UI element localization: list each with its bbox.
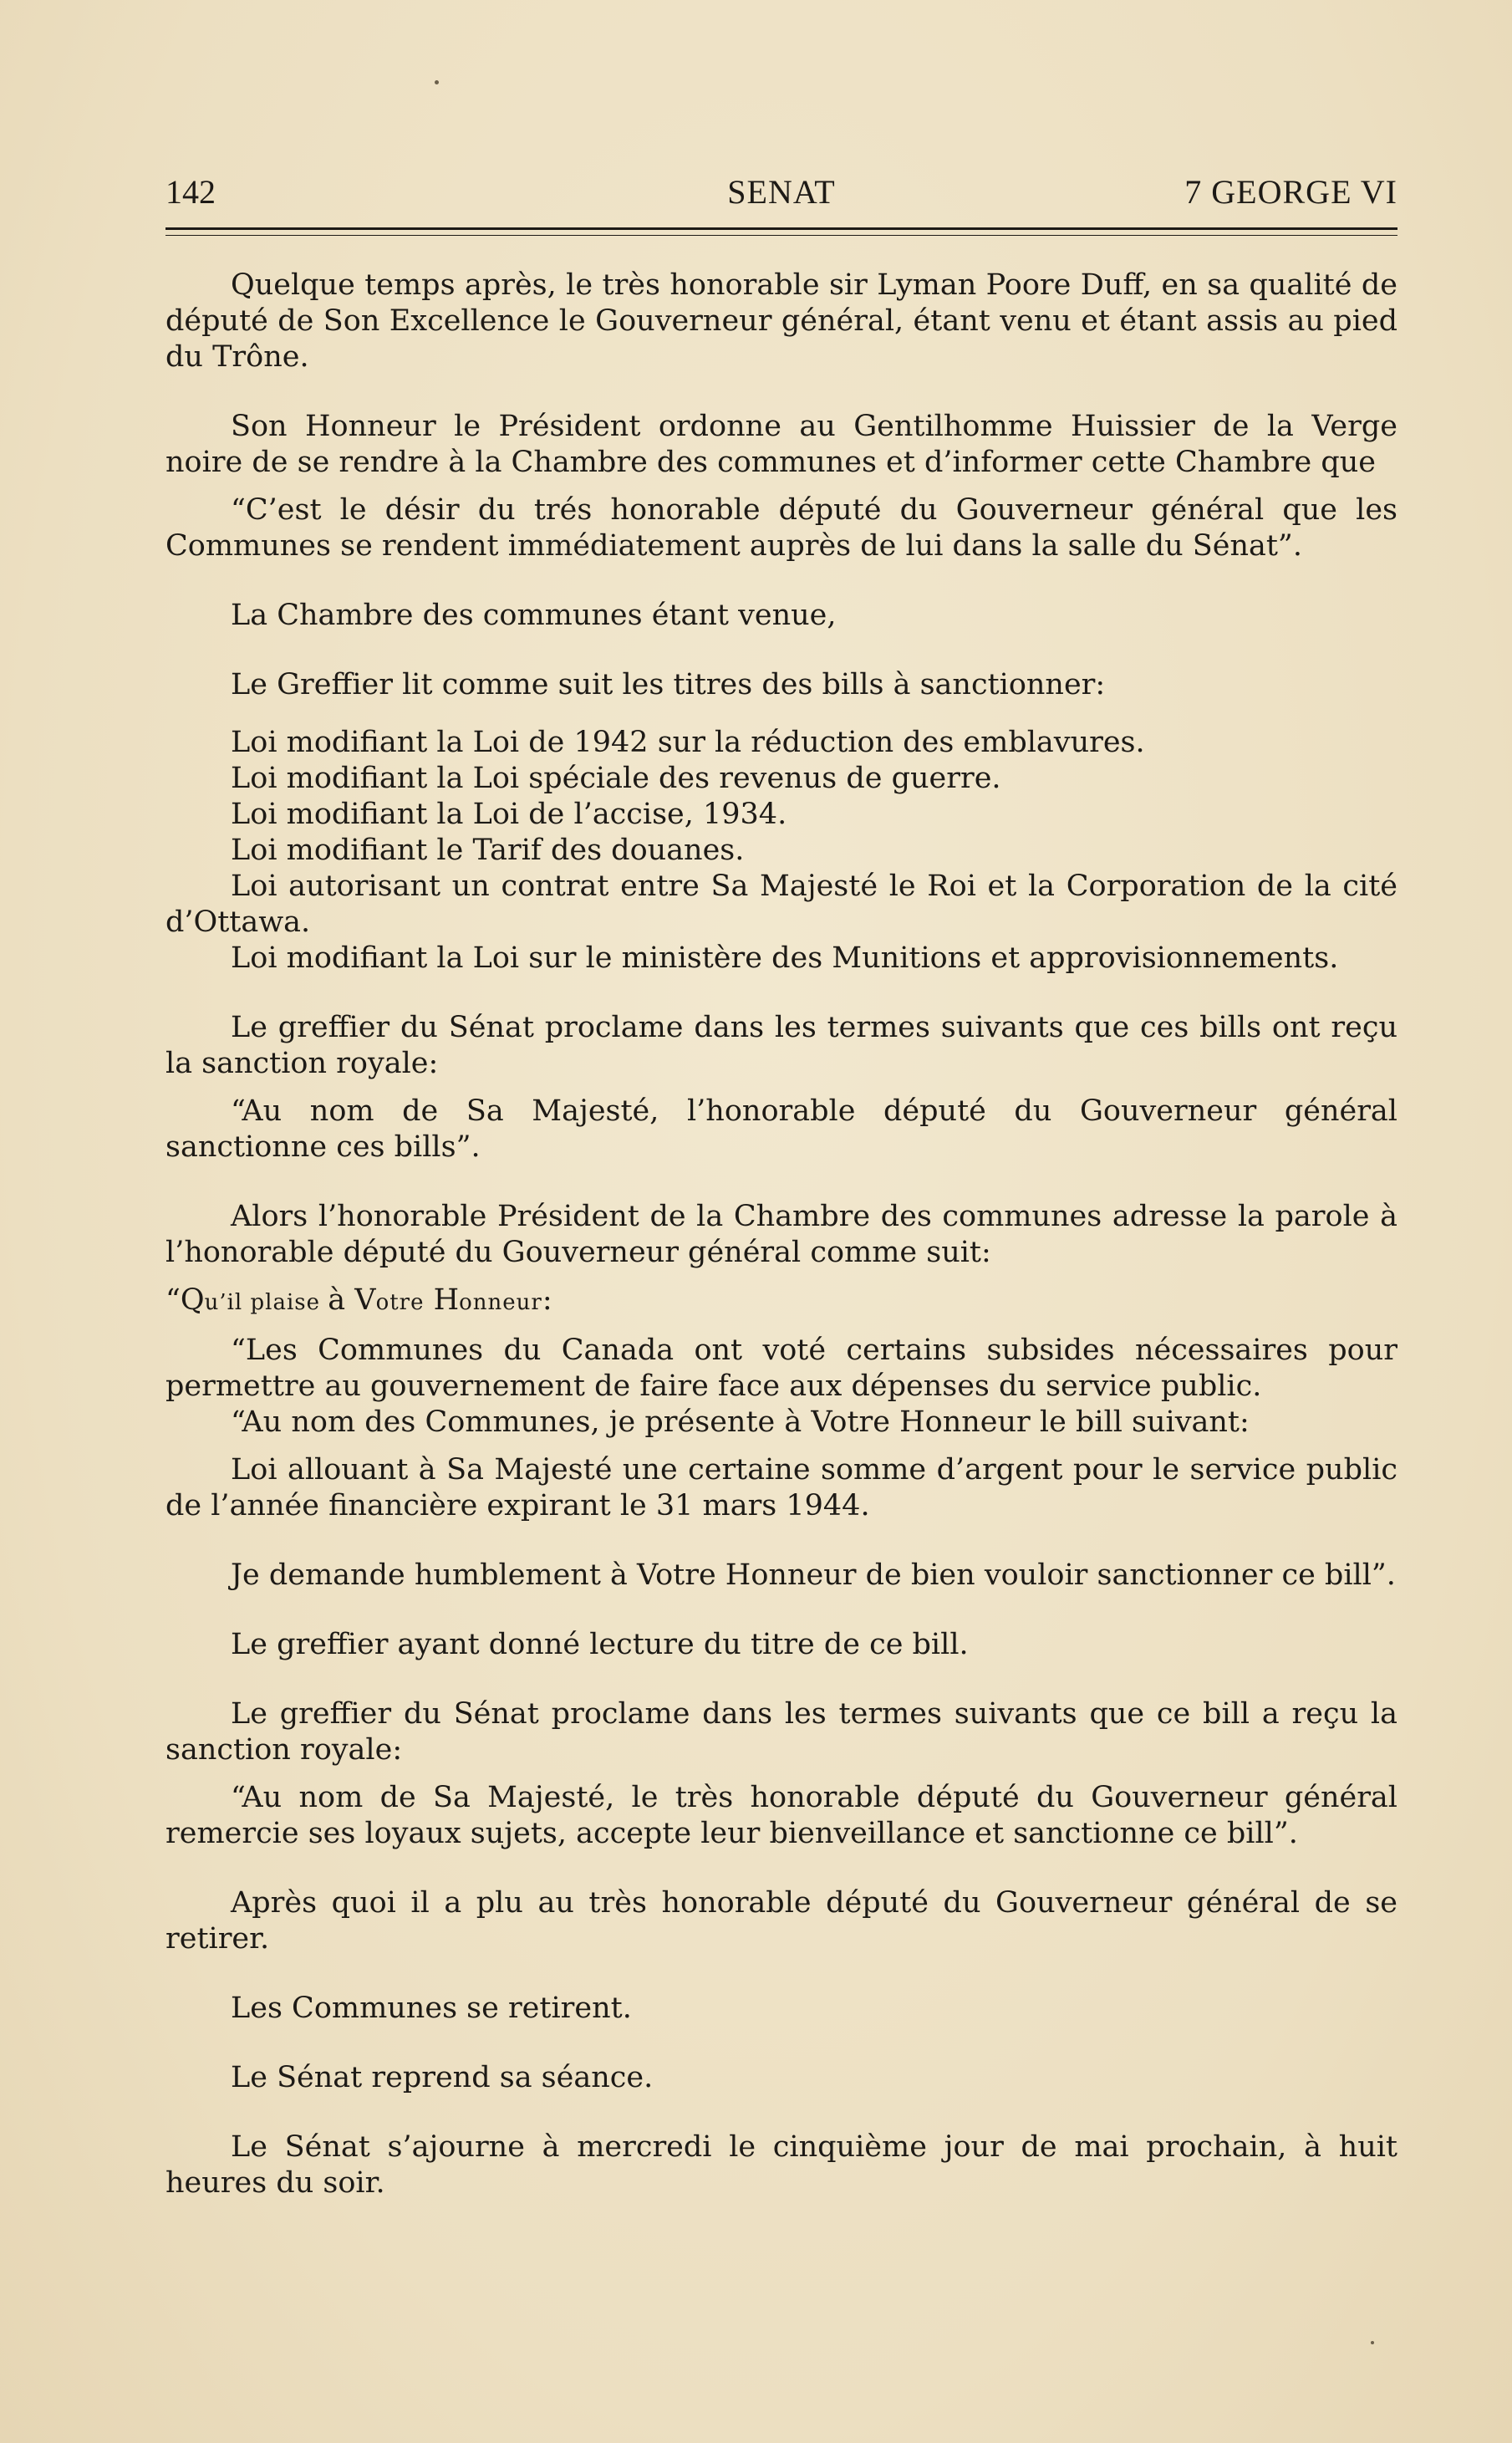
quotation: “Au nom de Sa Majesté, le très honorable député du Gouverneur général remercie ses loyaux sujets, accepte leur bienveillance et sanctionne ce bill”.	[165, 1781, 1397, 1850]
header-rule-thin	[165, 235, 1397, 236]
paragraph: Le greffier du Sénat proclame dans les termes suivants que ce bill a reçu la sanction royale:	[165, 1697, 1397, 1767]
header-rule-thick	[165, 227, 1397, 230]
page-number: 142	[165, 173, 216, 211]
paragraph: Je demande humblement à Votre Honneur de bien vouloir sanctionner ce bill”.	[231, 1558, 1396, 1592]
paper-speck	[435, 80, 439, 84]
bill-title: Loi modifiant la Loi sur le ministère des Munitions et approvisionnements.	[231, 941, 1339, 975]
header-reign: 7 GEORGE VI	[1184, 173, 1397, 211]
salutation-part: “	[165, 1283, 181, 1317]
salutation-part: onneur	[459, 1290, 542, 1315]
bill-title: Loi modifiant la Loi de l’accise, 1934.	[231, 798, 787, 831]
paragraph: Le greffier ayant donné lecture du titre de ce bill.	[231, 1628, 969, 1661]
salutation-part: à	[328, 1283, 346, 1317]
running-header	[165, 159, 1397, 217]
quotation: “Au nom des Communes, je présente à Votre Honneur le bill suivant:	[231, 1405, 1250, 1439]
salutation-part: :	[542, 1283, 552, 1317]
body-text	[165, 268, 1397, 2201]
paragraph: La Chambre des communes étant venue,	[231, 599, 837, 632]
salutation-part: plaise	[242, 1290, 328, 1315]
bill-title: Loi modifiant la Loi de 1942 sur la réduction des emblavures.	[231, 726, 1145, 759]
header-title: SENAT	[727, 173, 836, 211]
quotation: “Les Communes du Canada ont voté certains subsides nécessaires pour permettre au gouvernement de faire face aux dépenses du service public.	[165, 1334, 1397, 1403]
document-page	[165, 159, 1397, 2201]
salutation-part: Q	[180, 1283, 205, 1317]
salutation-part: V	[345, 1283, 376, 1317]
paragraph: Le Sénat s’ajourne à mercredi le cinquième jour de mai prochain, à huit heures du soir.	[165, 2130, 1397, 2200]
paragraph: Après quoi il a plu au très honorable député du Gouverneur général de se retirer.	[165, 1886, 1397, 1956]
paragraph: Alors l’honorable Président de la Chambre des communes adresse la parole à l’honorable député du Gouverneur général comme suit:	[165, 1200, 1397, 1269]
paragraph: Quelque temps après, le très honorable sir Lyman Poore Duff, en sa qualité de député de Son Excellence le Gouverneur général, étant venu et étant assis au pied du Trône.	[165, 268, 1397, 374]
paragraph: Son Honneur le Président ordonne au Gentilhomme Huissier de la Verge noire de se rendre à la Chambre des communes et d’informer cette Chambre que	[165, 410, 1397, 479]
bill-title: Loi modifiant le Tarif des douanes.	[231, 834, 745, 867]
paragraph: Le Greffier lit comme suit les titres des bills à sanctionner:	[231, 668, 1106, 701]
quotation: “Au nom de Sa Majesté, l’honorable député du Gouverneur général sanctionne ces bills”.	[165, 1094, 1397, 1164]
salutation-part: otre	[375, 1290, 425, 1315]
paragraph: Le greffier du Sénat proclame dans les termes suivants que ces bills ont reçu la sanction royale:	[165, 1011, 1397, 1080]
bill-title: Loi allouant à Sa Majesté une certaine somme d’argent pour le service public de l’année financière expirant le 31 mars 1944.	[165, 1453, 1397, 1522]
salutation-part: u’il	[204, 1290, 243, 1315]
paper-speck	[1371, 2341, 1374, 2344]
salutation	[165, 1283, 1397, 1321]
paragraph: Le Sénat reprend sa séance.	[231, 2061, 654, 2094]
bill-title: Loi modifiant la Loi spéciale des revenus de guerre.	[231, 762, 1001, 795]
quotation: “C’est le désir du trés honorable député du Gouverneur général que les Communes se rendent immédiatement auprès de lui dans la salle du Sénat”.	[165, 493, 1397, 563]
paragraph: Les Communes se retirent.	[231, 1992, 632, 2025]
salutation-part: H	[424, 1283, 460, 1317]
bill-title: Loi autorisant un contrat entre Sa Majesté le Roi et la Corporation de la cité d’Ottawa.	[165, 870, 1397, 939]
